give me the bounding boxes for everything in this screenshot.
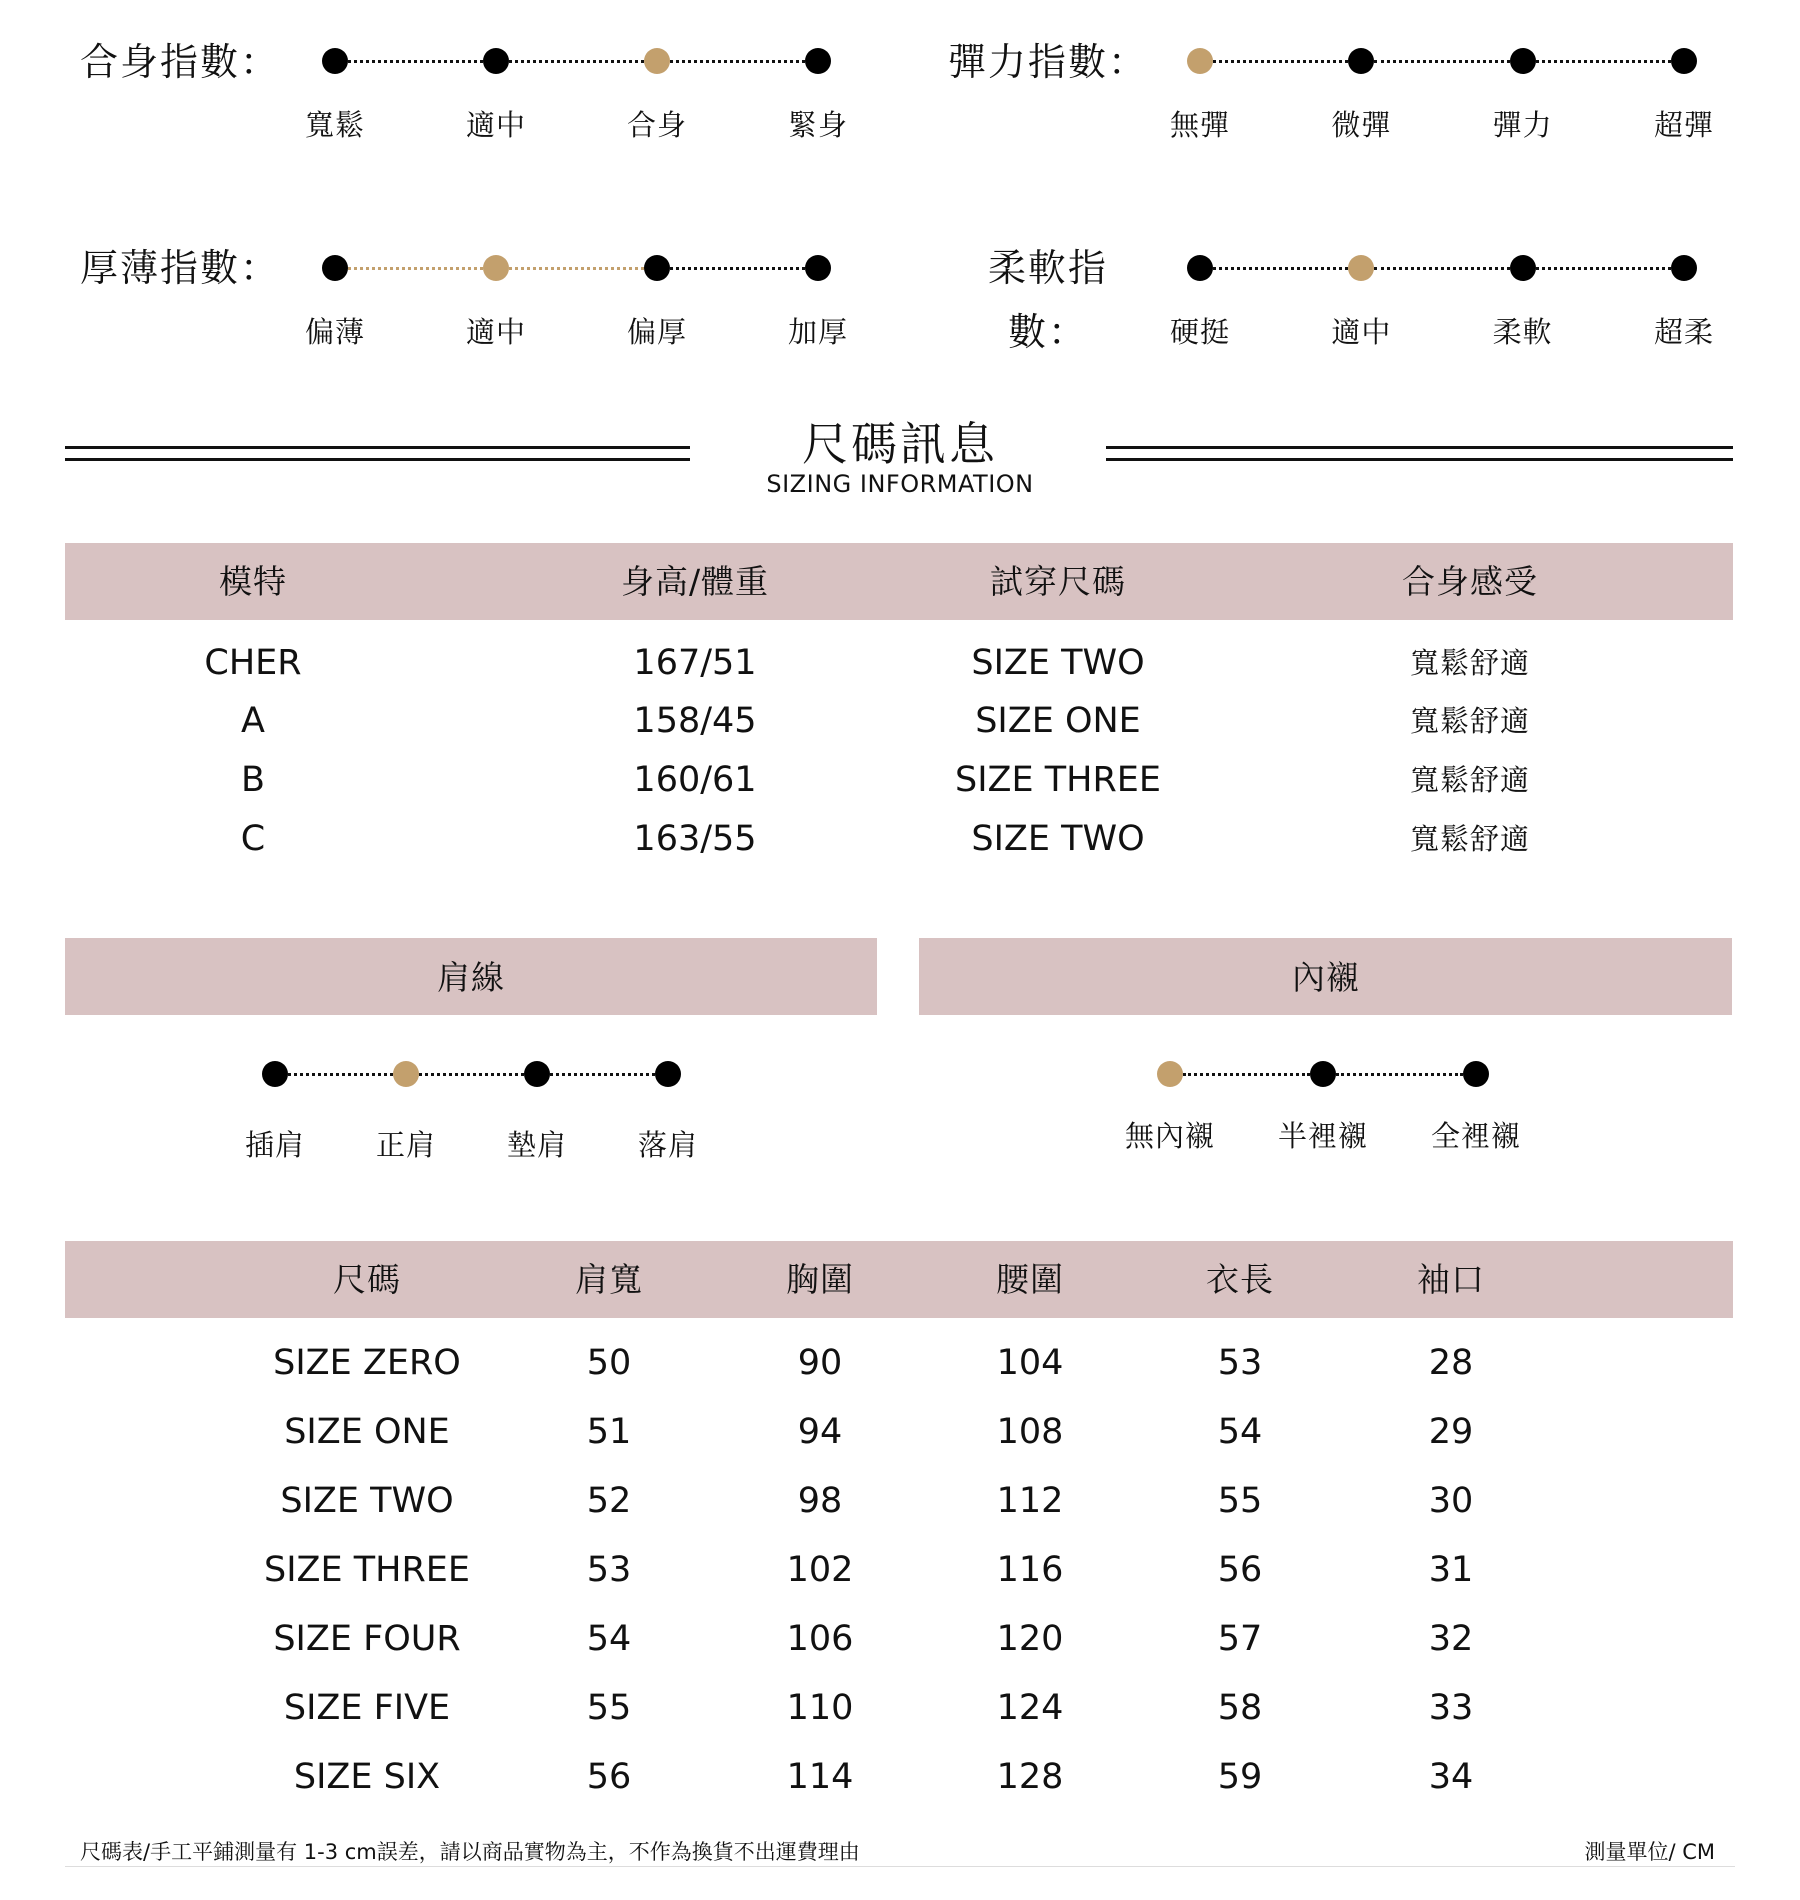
thickness-scale-option: 偏薄 bbox=[304, 315, 366, 349]
models-table-cell: 158/45 bbox=[633, 701, 757, 741]
thickness-scale-dot bbox=[805, 255, 831, 281]
softness-scale-option: 柔軟 bbox=[1492, 315, 1553, 349]
lining-scale-connector bbox=[1183, 1073, 1310, 1076]
fit-scale-option: 適中 bbox=[465, 108, 527, 142]
size-table-cell: SIZE SIX bbox=[293, 1757, 441, 1797]
size-table-cell: 124 bbox=[996, 1688, 1064, 1728]
stretch-scale-dot bbox=[1348, 48, 1374, 74]
stretch-scale-connector bbox=[1374, 60, 1509, 63]
thickness-scale-option: 偏厚 bbox=[626, 315, 688, 349]
models-table-cell: 寬鬆舒適 bbox=[1409, 822, 1531, 856]
section-title: 尺碼訊息 bbox=[802, 417, 998, 471]
footer-unit: 測量單位/ CM bbox=[1584, 1840, 1715, 1864]
size-table-header: 腰圍 bbox=[996, 1260, 1064, 1299]
stretch-scale-dot bbox=[1510, 48, 1536, 74]
models-table-cell: 寬鬆舒適 bbox=[1409, 646, 1531, 680]
size-table-cell: 120 bbox=[996, 1619, 1064, 1659]
size-table-cell: 28 bbox=[1428, 1343, 1474, 1383]
size-table-cell: 55 bbox=[1217, 1481, 1263, 1521]
shoulder-scale-option: 插肩 bbox=[244, 1128, 306, 1162]
size-table-cell: 55 bbox=[586, 1688, 632, 1728]
fit-scale-connector bbox=[509, 60, 644, 63]
models-table-cell: 167/51 bbox=[633, 643, 757, 683]
models-table-cell: SIZE TWO bbox=[971, 819, 1145, 859]
size-table-cell: 114 bbox=[786, 1757, 854, 1797]
size-table-cell: 98 bbox=[797, 1481, 843, 1521]
size-table-cell: 52 bbox=[586, 1481, 632, 1521]
size-table-header: 袖口 bbox=[1417, 1260, 1485, 1299]
size-table-cell: 31 bbox=[1428, 1550, 1474, 1590]
thickness-scale-connector bbox=[670, 267, 805, 270]
stretch-scale-dot-selected bbox=[1187, 48, 1213, 74]
fit-scale-dot-selected bbox=[644, 48, 670, 74]
models-table-cell: B bbox=[240, 760, 266, 800]
models-table-header: 身高/體重 bbox=[620, 562, 770, 601]
fit-scale-dot bbox=[805, 48, 831, 74]
size-table-header: 衣長 bbox=[1206, 1260, 1274, 1299]
fit-scale-option: 合身 bbox=[626, 108, 688, 142]
size-table-cell: 34 bbox=[1428, 1757, 1474, 1797]
lining-scale-connector bbox=[1336, 1073, 1463, 1076]
fit-scale-dot bbox=[322, 48, 348, 74]
models-table-cell: SIZE ONE bbox=[975, 701, 1141, 741]
size-table-cell: 57 bbox=[1217, 1619, 1263, 1659]
size-table-cell: 51 bbox=[586, 1412, 632, 1452]
softness-scale-connector bbox=[1213, 267, 1348, 270]
size-table-cell: 54 bbox=[1217, 1412, 1263, 1452]
size-table-cell: 29 bbox=[1428, 1412, 1474, 1452]
size-table-header: 肩寬 bbox=[575, 1260, 643, 1299]
shoulder-scale-dot bbox=[524, 1061, 550, 1087]
size-table-cell: 59 bbox=[1217, 1757, 1263, 1797]
fit-scale-connector bbox=[670, 60, 805, 63]
models-table-cell: 163/55 bbox=[633, 819, 757, 859]
title-rule-left bbox=[65, 446, 690, 461]
stretch-scale-option: 彈力 bbox=[1492, 108, 1553, 142]
shoulder-scale-option: 正肩 bbox=[375, 1128, 437, 1162]
fit-scale-option: 緊身 bbox=[787, 108, 849, 142]
size-table-cell: 112 bbox=[996, 1481, 1064, 1521]
models-table-cell: SIZE TWO bbox=[971, 643, 1145, 683]
shoulder-scale-option: 墊肩 bbox=[506, 1128, 568, 1162]
models-table-header: 試穿尺碼 bbox=[990, 562, 1126, 601]
stretch-scale-connector bbox=[1213, 60, 1348, 63]
models-table-cell: 寬鬆舒適 bbox=[1409, 704, 1531, 738]
thickness-scale-dot-selected bbox=[483, 255, 509, 281]
size-table-cell: 33 bbox=[1428, 1688, 1474, 1728]
shoulder-title: 肩線 bbox=[437, 958, 505, 997]
size-table-cell: 102 bbox=[786, 1550, 854, 1590]
size-table-cell: SIZE FIVE bbox=[283, 1688, 451, 1728]
stretch-scale-connector bbox=[1536, 60, 1671, 63]
softness-scale-connector bbox=[1374, 267, 1509, 270]
section-subtitle: SIZING INFORMATION bbox=[766, 470, 1034, 498]
size-table-cell: 56 bbox=[586, 1757, 632, 1797]
stretch-scale-option: 無彈 bbox=[1169, 108, 1231, 142]
shoulder-scale-dot-selected bbox=[393, 1061, 419, 1087]
size-table-header: 胸圍 bbox=[786, 1260, 854, 1299]
size-table-cell: SIZE THREE bbox=[263, 1550, 471, 1590]
lining-scale-dot-selected bbox=[1157, 1061, 1183, 1087]
size-table-cell: 104 bbox=[996, 1343, 1064, 1383]
softness-index-label-line1: 柔軟指 bbox=[988, 246, 1109, 290]
thickness-scale-connector bbox=[509, 267, 644, 270]
thickness-scale-option: 適中 bbox=[465, 315, 527, 349]
softness-scale-option: 硬挺 bbox=[1169, 315, 1231, 349]
lining-scale-dot bbox=[1310, 1061, 1336, 1087]
models-table-cell: 寬鬆舒適 bbox=[1409, 763, 1531, 797]
softness-scale-dot-selected bbox=[1348, 255, 1374, 281]
size-table-cell: 110 bbox=[786, 1688, 854, 1728]
size-table-header: 尺碼 bbox=[333, 1260, 401, 1299]
thickness-index-label: 厚薄指數： bbox=[80, 246, 281, 290]
fit-scale-dot bbox=[483, 48, 509, 74]
size-table-cell: 50 bbox=[586, 1343, 632, 1383]
size-table-cell: 116 bbox=[996, 1550, 1064, 1590]
lining-scale-dot bbox=[1463, 1061, 1489, 1087]
shoulder-scale-connector bbox=[288, 1073, 393, 1076]
stretch-scale-dot bbox=[1671, 48, 1697, 74]
models-table-header: 合身感受 bbox=[1402, 562, 1538, 601]
softness-index-label-line2: 數： bbox=[1008, 310, 1089, 354]
softness-scale-dot bbox=[1510, 255, 1536, 281]
size-table-cell: 128 bbox=[996, 1757, 1064, 1797]
models-table-cell: SIZE THREE bbox=[954, 760, 1162, 800]
softness-scale-dot bbox=[1671, 255, 1697, 281]
lining-scale-option: 無內襯 bbox=[1124, 1119, 1216, 1153]
footer-rule bbox=[65, 1866, 1735, 1867]
shoulder-scale-option: 落肩 bbox=[637, 1128, 699, 1162]
shoulder-scale-connector bbox=[550, 1073, 655, 1076]
size-table-cell: 108 bbox=[996, 1412, 1064, 1452]
size-table-cell: 90 bbox=[797, 1343, 843, 1383]
size-table-cell: 53 bbox=[1217, 1343, 1263, 1383]
thickness-scale-option: 加厚 bbox=[787, 315, 849, 349]
models-table-cell: 160/61 bbox=[633, 760, 757, 800]
size-table-cell: SIZE FOUR bbox=[273, 1619, 461, 1659]
models-table-cell: CHER bbox=[204, 643, 302, 683]
footer-note: 尺碼表/手工平鋪測量有 1-3 cm誤差，請以商品實物為主，不作為換貨不出運費理由 bbox=[80, 1840, 860, 1864]
thickness-scale-dot bbox=[644, 255, 670, 281]
models-table-cell: C bbox=[240, 819, 266, 859]
fit-scale-option: 寬鬆 bbox=[304, 108, 366, 142]
shoulder-scale-connector bbox=[419, 1073, 524, 1076]
size-table-cell: 32 bbox=[1428, 1619, 1474, 1659]
stretch-scale-option: 微彈 bbox=[1331, 108, 1392, 142]
softness-scale-dot bbox=[1187, 255, 1213, 281]
size-table-cell: 58 bbox=[1217, 1688, 1263, 1728]
size-table-cell: 94 bbox=[797, 1412, 843, 1452]
shoulder-scale-dot bbox=[262, 1061, 288, 1087]
size-table-cell: 30 bbox=[1428, 1481, 1474, 1521]
size-table-cell: SIZE TWO bbox=[280, 1481, 454, 1521]
thickness-scale-connector bbox=[348, 267, 483, 270]
thickness-scale-dot bbox=[322, 255, 348, 281]
shoulder-scale-dot bbox=[655, 1061, 681, 1087]
stretch-index-label: 彈力指數： bbox=[948, 40, 1149, 84]
fit-scale-connector bbox=[348, 60, 483, 63]
lining-scale-option: 全裡襯 bbox=[1430, 1119, 1522, 1153]
models-table-header: 模特 bbox=[219, 562, 287, 601]
size-table-cell: 56 bbox=[1217, 1550, 1263, 1590]
softness-scale-option: 超柔 bbox=[1653, 315, 1715, 349]
softness-scale-option: 適中 bbox=[1331, 315, 1392, 349]
size-table-cell: SIZE ONE bbox=[284, 1412, 450, 1452]
size-table-cell: SIZE ZERO bbox=[273, 1343, 461, 1383]
size-table-cell: 53 bbox=[586, 1550, 632, 1590]
stretch-scale-option: 超彈 bbox=[1653, 108, 1715, 142]
fit-index-label: 合身指數： bbox=[80, 40, 281, 84]
size-table-cell: 106 bbox=[786, 1619, 854, 1659]
models-table-cell: A bbox=[241, 701, 265, 741]
size-table-cell: 54 bbox=[586, 1619, 632, 1659]
lining-scale-option: 半裡襯 bbox=[1277, 1119, 1369, 1153]
lining-title: 內襯 bbox=[1292, 958, 1360, 997]
title-rule-right bbox=[1106, 446, 1733, 461]
softness-scale-connector bbox=[1536, 267, 1671, 270]
